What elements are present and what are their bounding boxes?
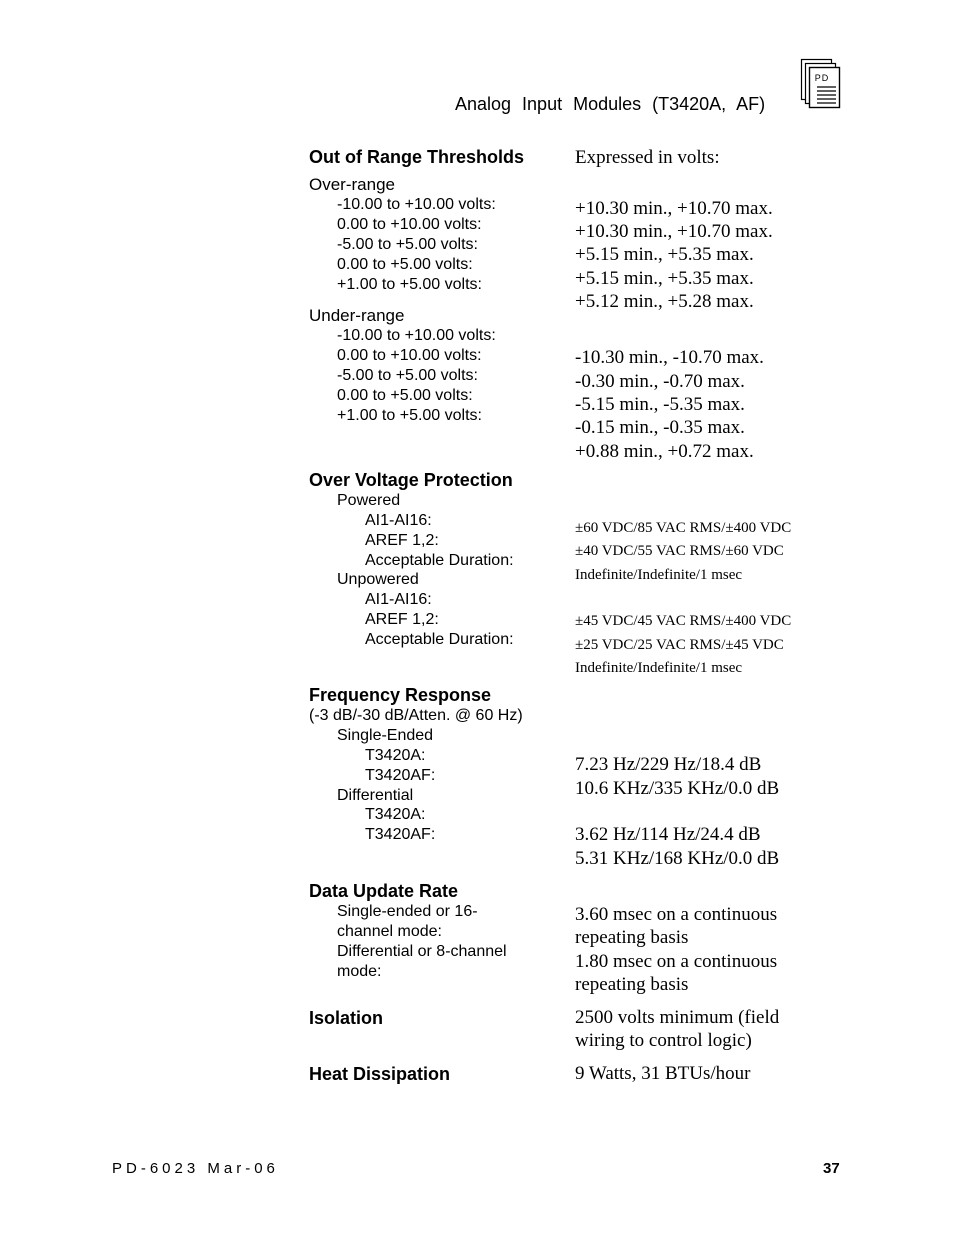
out-of-range-intro: Expressed in volts:: [575, 147, 720, 168]
unpowered-row-label: AI1-AI16:: [365, 591, 432, 608]
under-range-row-label: 0.00 to +5.00 volts:: [337, 387, 473, 404]
footer-document-id: PD-6023 Mar-06: [112, 1160, 279, 1177]
update-rate-row-value: repeating basis: [575, 974, 689, 995]
over-range-row-value: +10.30 min., +10.70 max.: [575, 198, 773, 219]
differential-row-value: 5.31 KHz/168 KHz/0.0 dB: [575, 848, 780, 869]
differential-row-label: T3420AF:: [365, 826, 436, 843]
under-range-row-label: -5.00 to +5.00 volts:: [337, 367, 478, 384]
update-rate-row-value: repeating basis: [575, 927, 689, 948]
single-ended-row-value: 10.6 KHz/335 KHz/0.0 dB: [575, 778, 780, 799]
under-range-row-value: -0.30 min., -0.70 max.: [575, 371, 745, 392]
powered-row-value: ±40 VDC/55 VAC RMS/±60 VDC: [575, 543, 784, 559]
logo-text: PD: [814, 73, 830, 83]
heat-dissipation-value: 9 Watts, 31 BTUs/hour: [575, 1063, 751, 1084]
over-range-row-label: -10.00 to +10.00 volts:: [337, 196, 496, 213]
section-heading-heat-dissipation: Heat Dissipation: [309, 1064, 451, 1084]
single-ended-row-value: 7.23 Hz/229 Hz/18.4 dB: [575, 754, 762, 775]
document-logo: [800, 58, 842, 110]
powered-row-value: ±60 VDC/85 VAC RMS/±400 VDC: [575, 520, 792, 536]
update-rate-row-label: mode:: [337, 963, 382, 980]
unpowered-row-value: Indefinite/Indefinite/1 msec: [575, 660, 743, 676]
over-range-row-value: +10.30 min., +10.70 max.: [575, 221, 773, 242]
powered-row-label: AREF 1,2:: [365, 532, 439, 549]
over-range-row-value: +5.15 min., +5.35 max.: [575, 268, 754, 289]
frequency-note: (-3 dB/-30 dB/Atten. @ 60 Hz): [309, 707, 523, 724]
over-range-row-label: +1.00 to +5.00 volts:: [337, 276, 482, 293]
under-range-label: Under-range: [309, 306, 405, 325]
unpowered-row-label: Acceptable Duration:: [365, 631, 514, 648]
powered-row-label: Acceptable Duration:: [365, 552, 514, 569]
differential-row-label: T3420A:: [365, 806, 426, 823]
section-heading-out-of-range: Out of Range Thresholds: [309, 147, 525, 167]
update-rate-row-label: Differential or 8-channel: [337, 943, 507, 960]
over-range-row-label: 0.00 to +5.00 volts:: [337, 256, 473, 273]
powered-row-value: Indefinite/Indefinite/1 msec: [575, 567, 743, 583]
unpowered-label: Unpowered: [337, 571, 419, 588]
powered-label: Powered: [337, 492, 401, 509]
update-rate-row-label: channel mode:: [337, 923, 442, 940]
under-range-row-value: -5.15 min., -5.35 max.: [575, 394, 745, 415]
under-range-row-label: +1.00 to +5.00 volts:: [337, 407, 482, 424]
over-range-row-label: 0.00 to +10.00 volts:: [337, 216, 482, 233]
single-ended-row-label: T3420AF:: [365, 767, 436, 784]
single-ended-row-label: T3420A:: [365, 747, 426, 764]
under-range-row-label: -10.00 to +10.00 volts:: [337, 327, 496, 344]
over-range-row-value: +5.12 min., +5.28 max.: [575, 291, 754, 312]
unpowered-row-label: AREF 1,2:: [365, 611, 439, 628]
update-rate-row-value: 3.60 msec on a continuous: [575, 904, 778, 925]
isolation-value: wiring to control logic): [575, 1030, 752, 1051]
update-rate-row-label: Single-ended or 16-: [337, 903, 478, 920]
section-heading-over-voltage: Over Voltage Protection: [309, 470, 513, 490]
differential-row-value: 3.62 Hz/114 Hz/24.4 dB: [575, 824, 761, 845]
page-header-title: Analog Input Modules (T3420A, AF): [455, 94, 766, 114]
over-range-row-value: +5.15 min., +5.35 max.: [575, 244, 754, 265]
powered-row-label: AI1-AI16:: [365, 512, 432, 529]
under-range-row-label: 0.00 to +10.00 volts:: [337, 347, 482, 364]
page-number: 37: [823, 1160, 840, 1177]
over-range-row-label: -5.00 to +5.00 volts:: [337, 236, 478, 253]
unpowered-row-value: ±25 VDC/25 VAC RMS/±45 VDC: [575, 637, 784, 653]
section-heading-data-update-rate: Data Update Rate: [309, 881, 459, 901]
isolation-value: 2500 volts minimum (field: [575, 1007, 780, 1028]
section-heading-frequency-response: Frequency Response: [309, 685, 492, 705]
under-range-row-value: +0.88 min., +0.72 max.: [575, 441, 754, 462]
differential-label: Differential: [337, 787, 414, 804]
update-rate-row-value: 1.80 msec on a continuous: [575, 951, 778, 972]
under-range-row-value: -10.30 min., -10.70 max.: [575, 347, 764, 368]
under-range-row-value: -0.15 min., -0.35 max.: [575, 417, 745, 438]
unpowered-row-value: ±45 VDC/45 VAC RMS/±400 VDC: [575, 613, 792, 629]
section-heading-isolation: Isolation: [309, 1008, 384, 1028]
single-ended-label: Single-Ended: [337, 727, 434, 744]
over-range-label: Over-range: [309, 175, 395, 194]
